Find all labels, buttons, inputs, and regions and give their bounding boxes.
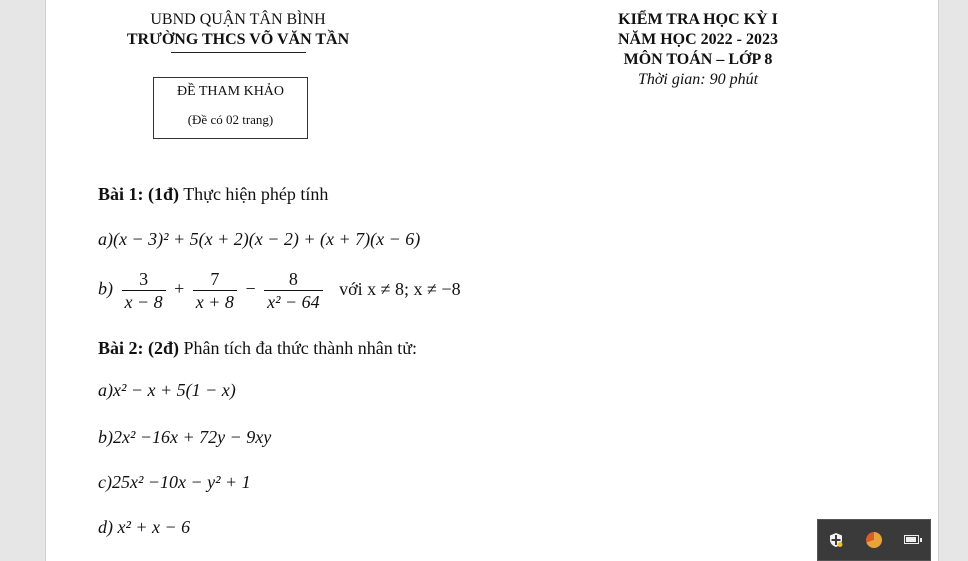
- fraction-3-den: x² − 64: [264, 290, 323, 313]
- battery-icon[interactable]: [904, 535, 919, 544]
- bai1-text: Thực hiện phép tính: [183, 184, 329, 204]
- fraction-2-num: 7: [210, 269, 220, 289]
- duration: Thời gian: 90 phút: [637, 71, 759, 88]
- school-name: TRƯỜNG THCS VÕ VĂN TẦN: [126, 31, 350, 48]
- reference-box: [153, 77, 308, 139]
- district-name: UBND QUẬN TÂN BÌNH: [150, 11, 326, 28]
- fraction-1-num: 3: [139, 269, 149, 289]
- fraction-2: [193, 268, 237, 313]
- reference-title: ĐỀ THAM KHẢO: [176, 84, 285, 99]
- subject: MÔN TOÁN – LỚP 8: [623, 51, 773, 68]
- page-count: (Đề có 02 trang): [187, 112, 274, 127]
- bai2-c: c)25x² −10x − y² + 1: [98, 472, 251, 492]
- bai1-b-condition: với x ≠ 8; x ≠ −8: [339, 278, 461, 299]
- document-page: [45, 0, 939, 561]
- fraction-1: [122, 268, 166, 313]
- op-minus: −: [245, 278, 256, 299]
- bai2-b: b)2x² −16x + 72y − 9xy: [98, 427, 272, 447]
- bai2-d: d) x² + x − 6: [98, 517, 191, 537]
- fraction-3: [264, 268, 323, 313]
- school-year: NĂM HỌC 2022 - 2023: [618, 31, 778, 48]
- bai2-text: Phân tích đa thức thành nhân tử:: [183, 338, 417, 358]
- fraction-2-den: x + 8: [193, 290, 237, 313]
- header-right: [572, 10, 824, 90]
- shield-icon[interactable]: [828, 532, 844, 548]
- bai1-b-prefix: b): [98, 278, 113, 299]
- bai1-heading: [98, 184, 328, 205]
- bai2-a: a)x² − x + 5(1 − x): [98, 380, 236, 400]
- header-underline: [171, 52, 306, 53]
- bai1-b: [98, 268, 461, 313]
- system-tray: [817, 519, 931, 561]
- op-plus: +: [174, 278, 185, 299]
- exam-title: KIỂM TRA HỌC KỲ I: [618, 11, 778, 28]
- bai2-heading: [98, 338, 417, 359]
- fraction-1-den: x − 8: [122, 290, 166, 313]
- fraction-3-num: 8: [288, 269, 298, 289]
- pie-chart-icon[interactable]: [866, 532, 882, 548]
- bai1-label: Bài 1: (1đ): [98, 184, 179, 204]
- header-left: [104, 10, 372, 53]
- bai1-a: a)(x − 3)² + 5(x + 2)(x − 2) + (x + 7)(x − 6): [98, 229, 421, 249]
- bai2-label: Bài 2: (2đ): [98, 338, 179, 358]
